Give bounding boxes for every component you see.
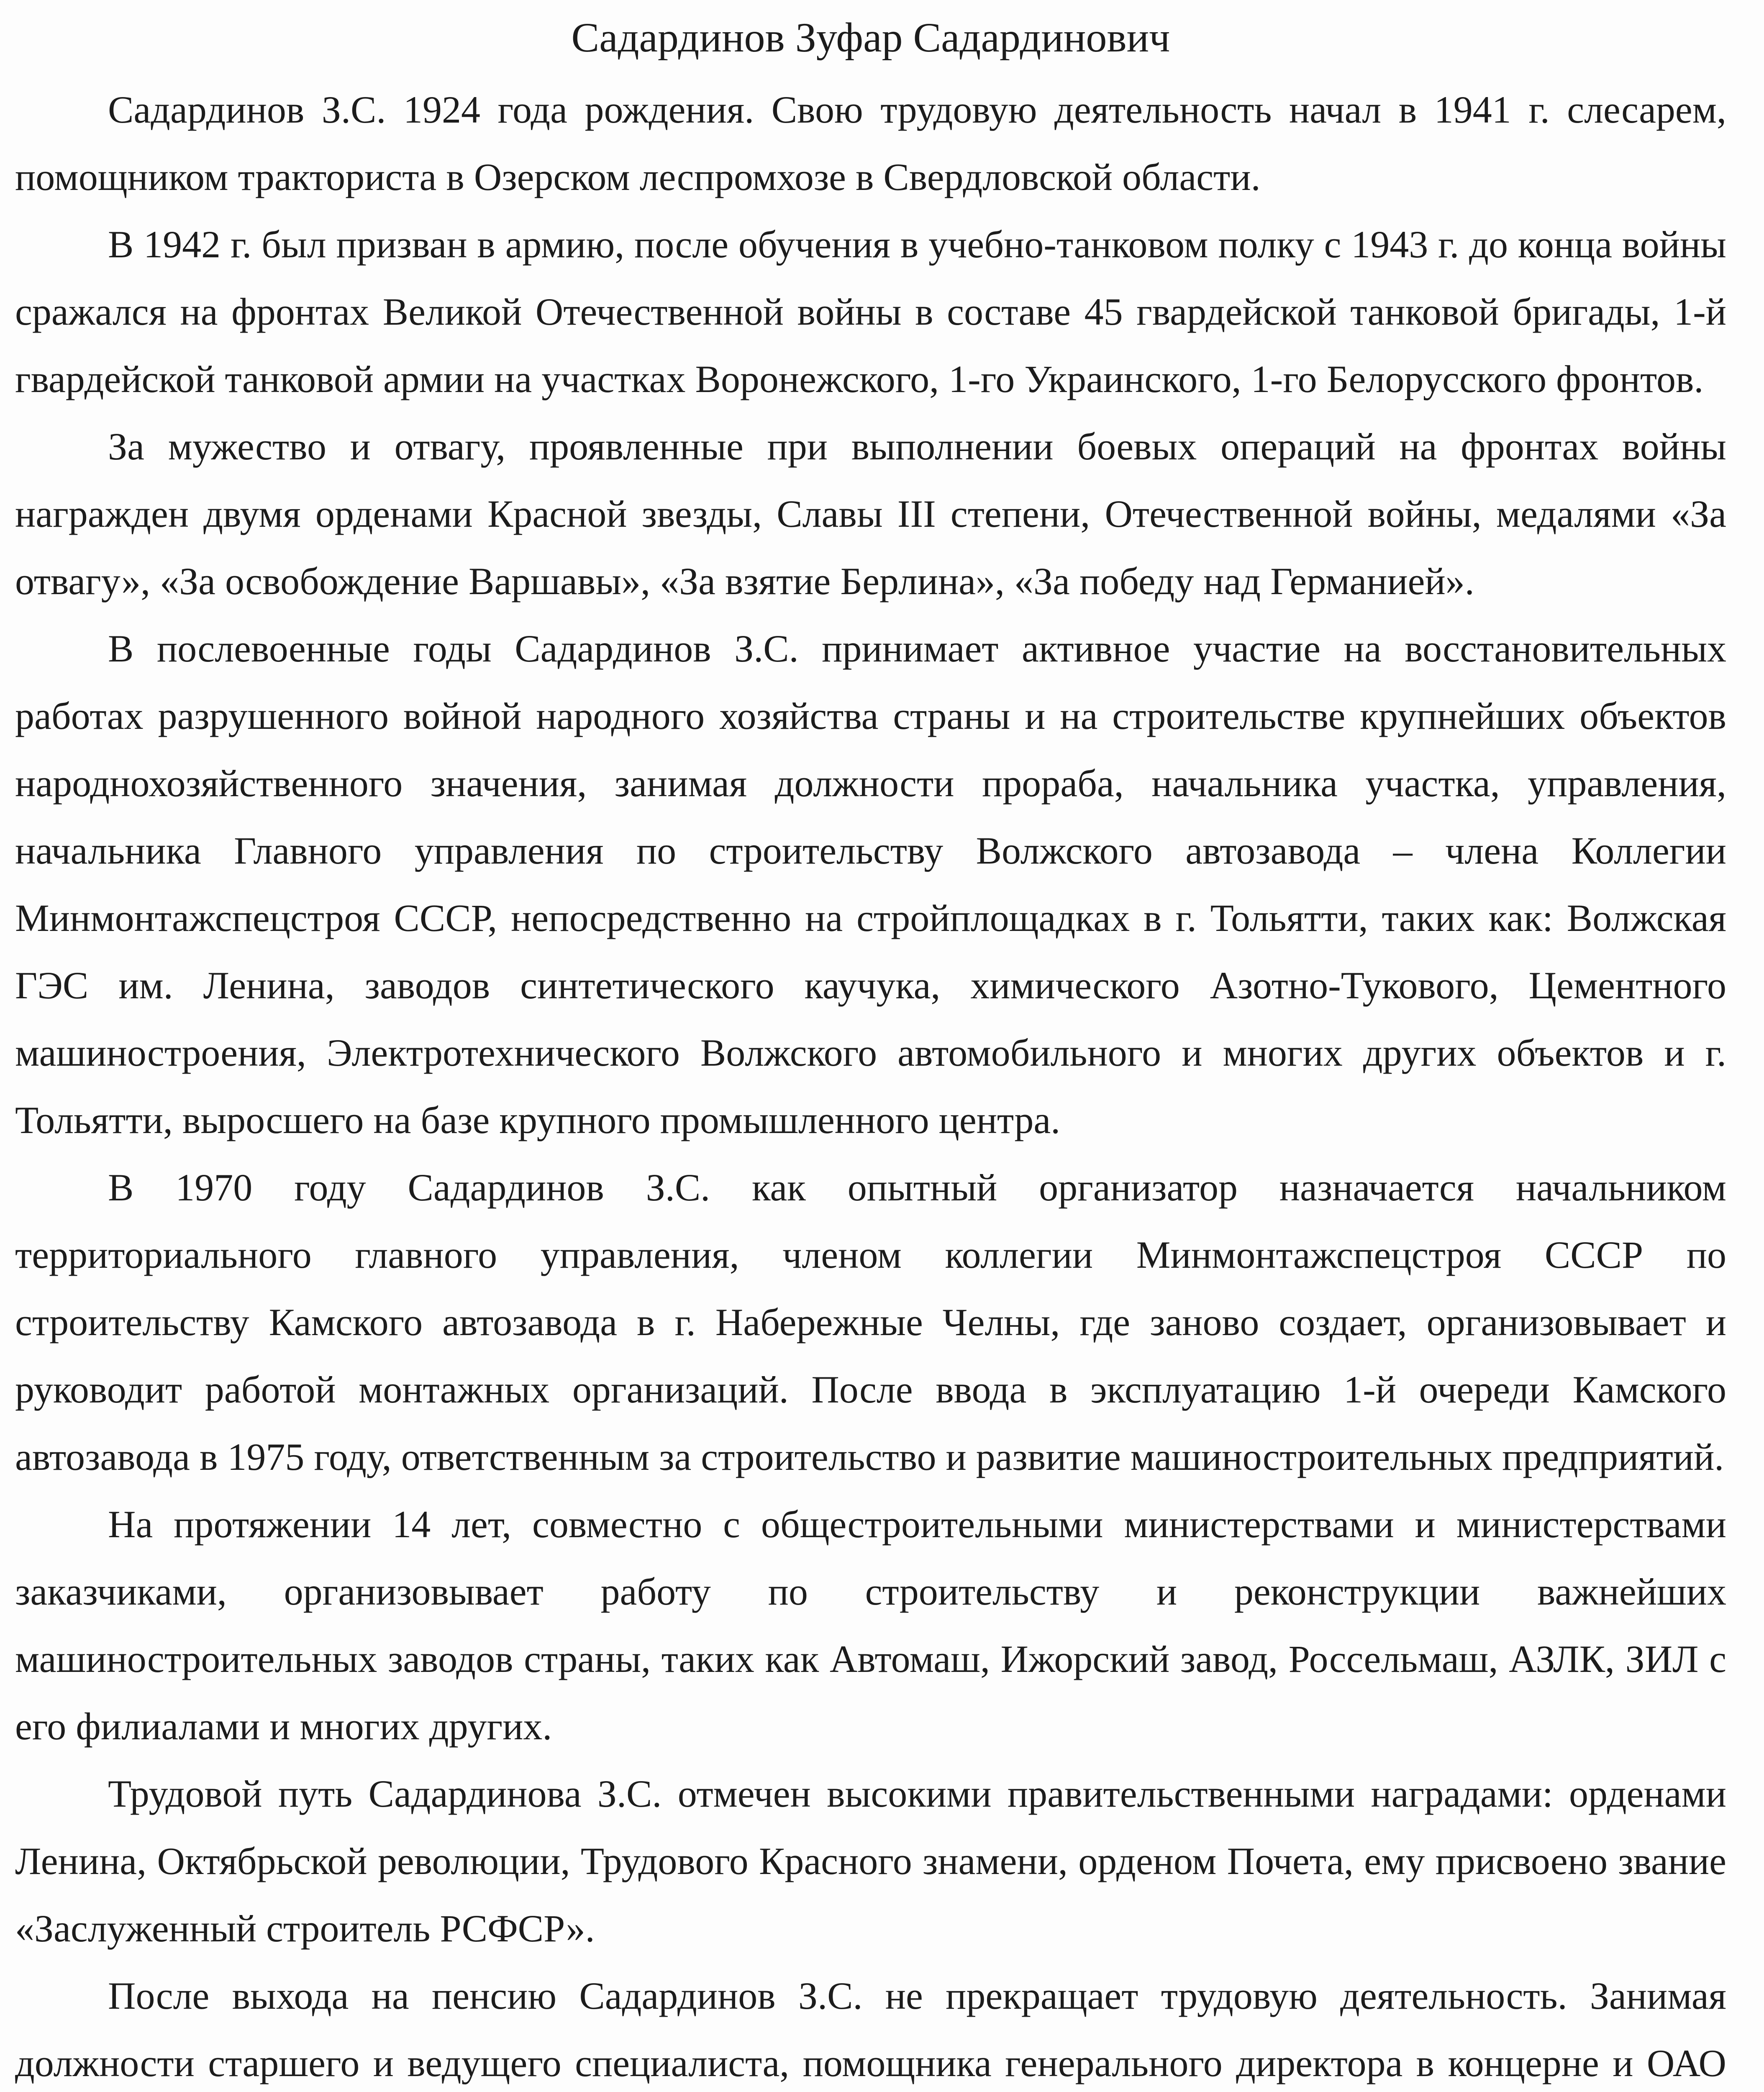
- paragraph-war-awards: За мужество и отвагу, проявленные при выполнении боевых операций на фронтах войны награжден двумя орденами Красной звезды, Славы III степени, Отечественной войны, медалями «За отвагу», «За освобождение Варшавы», «За взятие Берлина», «За победу над Германией».: [15, 425, 1726, 602]
- paragraph-postwar-construction: В послевоенные годы Садардинов З.С. принимает активное участие на восстановительных работах разрушенного войной народного хозяйства страны и на строительстве крупнейших объектов народнохозяйственного значения, занимая должности прораба, начальника участка, управления, начальника Главного управления по строительству Волжского автозавода – члена Коллегии Минмонтажспецстроя СССР, непосредственно на стройплощадках в г. Тольятти, таких как: Волжская ГЭС им. Ленина, заводов синтетического каучука, химического Азотно-Тукового, Цементного машиностроения, Электротехнического Волжского автомобильного и многих других объектов и г. Тольятти, выросшего на базе крупного промышленного центра.: [15, 627, 1726, 1141]
- paragraph-after-retirement: После выхода на пенсию Садардинов З.С. не прекращает трудовую деятельность. Занимая должности старшего и ведущего специалиста, помощника генерального директора в концерне и ОАО: [15, 1974, 1726, 2084]
- paragraph-birth-and-early-work: Садардинов З.С. 1924 года рождения. Свою трудовую деятельность начал в 1941 г. слесарем, помощником тракториста в Озерском леспромхозе в Свердловской области.: [15, 88, 1726, 198]
- paragraph-army-service: В 1942 г. был призван в армию, после обучения в учебно-танковом полку с 1943 г. до конца войны сражался на фронтах Великой Отечественной войны в составе 45 гвардейской танковой бригады, 1-й гвардейской танковой армии на участках Воронежского, 1-го Украинского, 1-го Белорусского фронтов.: [15, 223, 1726, 400]
- paragraph-kamaz-construction: В 1970 году Садардинов З.С. как опытный организатор назначается начальником территориального главного управления, членом коллегии Минмонтажспецстроя СССР по строительству Камского автозавода в г. Набережные Челны, где заново создает, организовывает и руководит работой монтажных организаций. После ввода в эксплуатацию 1-й очереди Камского автозавода в 1975 году, ответственным за строительство и развитие машиностроительных предприятий.: [15, 1166, 1726, 1478]
- paragraph-machine-building-plants: На протяжении 14 лет, совместно с общестроительными министерствами и министерствами заказчиками, организовывает работу по строительству и реконструкции важнейших машиностроительных заводов страны, таких как Автомаш, Ижорский завод, Россельмаш, АЗЛК, ЗИЛ с его филиалами и многих других.: [15, 1503, 1726, 1748]
- paragraph-labor-awards: Трудовой путь Садардинова З.С. отмечен высокими правительственными наградами: орденами Ленина, Октябрьской революции, Трудового Красного знамени, орденом Почета, ему присвоено звание «Заслуженный строитель РСФСР».: [15, 1772, 1726, 1950]
- document-title: Садардинов Зуфар Садардинович: [571, 14, 1170, 61]
